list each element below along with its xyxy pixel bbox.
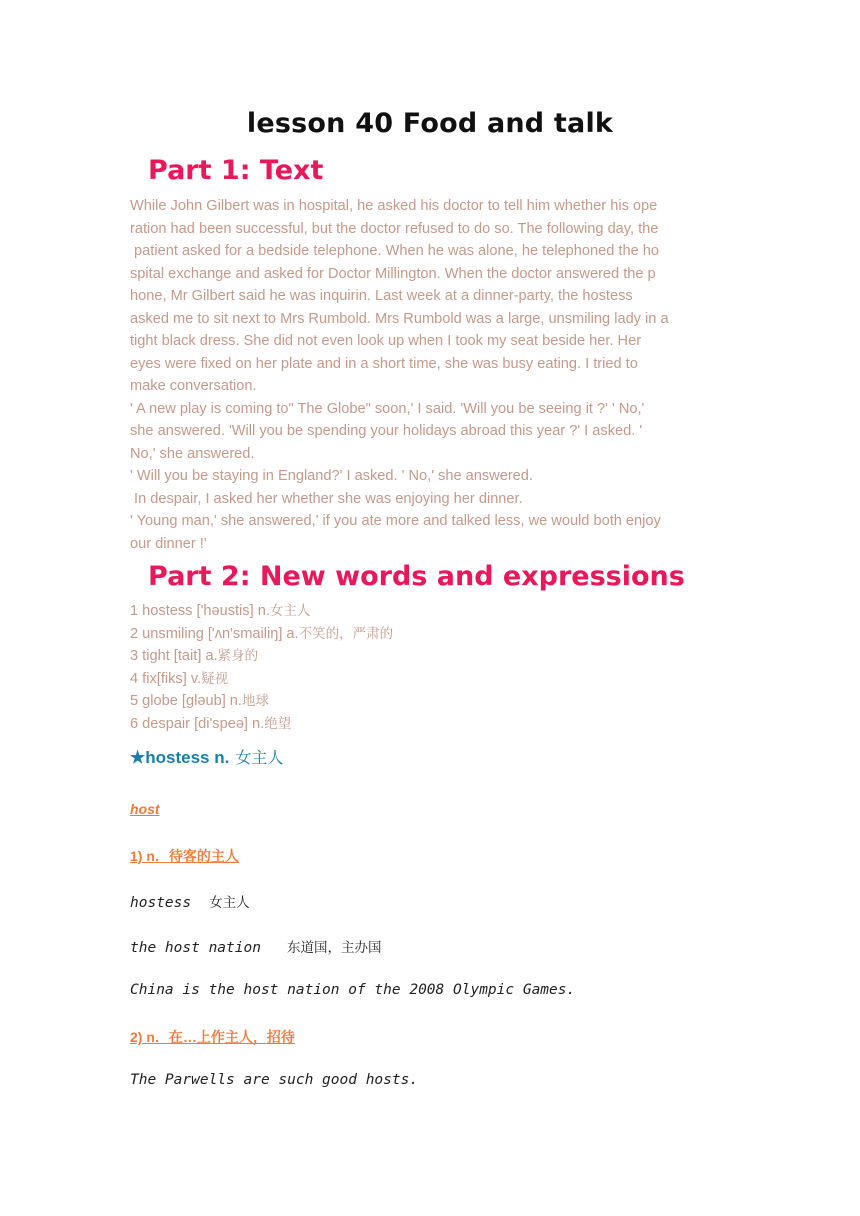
word-en: 2 unsmiling ['ʌn'smailiŋ] a. — [130, 625, 299, 642]
host-label: host — [130, 801, 160, 817]
word-item — [130, 690, 393, 713]
example-en: hostess — [130, 895, 192, 911]
example-zh: 女主人 — [209, 895, 250, 911]
text-line: tight black dress. She did not even look up when I took my seat beside her. Her — [130, 333, 642, 349]
word-en: 3 tight [tait] a. — [130, 648, 218, 665]
word-item — [130, 623, 393, 646]
text-line: spital exchange and asked for Doctor Millington. When the doctor answered the p — [130, 265, 656, 282]
word-item — [130, 668, 393, 691]
text-line: hone, Mr Gilbert said he was inquirin. Last week at a dinner-party, the hostess — [130, 288, 633, 304]
word-en: 1 hostess ['həustis] n. — [130, 603, 270, 619]
example-host-nation — [130, 936, 381, 956]
text-line: our dinner !' — [130, 535, 207, 552]
example-sentence-china: China is the host nation of the 2008 Olympic Games. — [130, 982, 576, 998]
text-line: ' A new play is coming to" The Globe" soon,' I said. 'Will you be seeing it ?' ' No,' — [130, 400, 645, 417]
example-hostess — [130, 891, 250, 911]
word-en: 5 globe [gləub] n. — [130, 693, 242, 710]
text-line: ' Will you be staying in England?' I asked. ' No,' she answered. — [130, 468, 533, 484]
part1-heading: Part 1: Text — [148, 155, 324, 186]
sense-2-heading: 2) n．在…上作主人，招待 — [130, 1029, 295, 1045]
word-en: 6 despair [di'speə] n. — [130, 715, 265, 732]
text-line: ration had been successful, but the doctor refused to do so. The following day, the — [130, 220, 659, 237]
word-en: 4 fix[fiks] v. — [130, 670, 202, 687]
lesson-text — [130, 195, 734, 555]
text-line: eyes were fixed on her plate and in a short time, she was busy eating. I tried to — [130, 355, 638, 372]
word-item — [130, 600, 393, 623]
page-title: lesson 40 Food and talk — [246, 108, 614, 139]
text-line: In despair, I asked her whether she was enjoying her dinner. — [130, 490, 523, 507]
text-line: While John Gilbert was in hospital, he asked his doctor to tell him whether his ope — [130, 198, 658, 214]
example-zh: 东道国，主办国 — [286, 940, 382, 956]
hostess-heading — [130, 745, 283, 768]
word-list — [130, 600, 393, 736]
word-zh: 女主人 — [269, 603, 311, 619]
word-zh: 不笑的，严肃的 — [298, 625, 394, 642]
sense-1-heading: 1) n．待客的主人 — [130, 848, 239, 864]
example-sentence-parwells: The Parwells are such good hosts. — [130, 1072, 419, 1088]
text-line: No,' she answered. — [130, 445, 255, 462]
text-line: asked me to sit next to Mrs Rumbold. Mrs Rumbold was a large, unsmiling lady in a — [130, 310, 669, 327]
word-zh: 疑视 — [201, 670, 229, 687]
word-zh: 地球 — [241, 693, 269, 710]
example-en: the host nation — [130, 940, 261, 956]
word-zh: 紧身的 — [217, 648, 259, 665]
word-item — [130, 645, 393, 668]
word-item — [130, 713, 393, 736]
text-line: make conversation. — [130, 378, 257, 394]
part2-heading: Part 2: New words and expressions — [148, 561, 685, 592]
hostess-heading-en: ★hostess n. — [130, 748, 230, 767]
text-line: patient asked for a bedside telephone. When he was alone, he telephoned the ho — [130, 243, 660, 259]
text-line: ' Young man,' she answered,' if you ate more and talked less, we would both enjoy — [130, 513, 661, 529]
word-zh: 绝望 — [264, 715, 292, 732]
hostess-heading-zh: 女主人 — [235, 748, 284, 767]
text-line: she answered. 'Will you be spending your holidays abroad this year ?' I asked. ' — [130, 423, 643, 439]
